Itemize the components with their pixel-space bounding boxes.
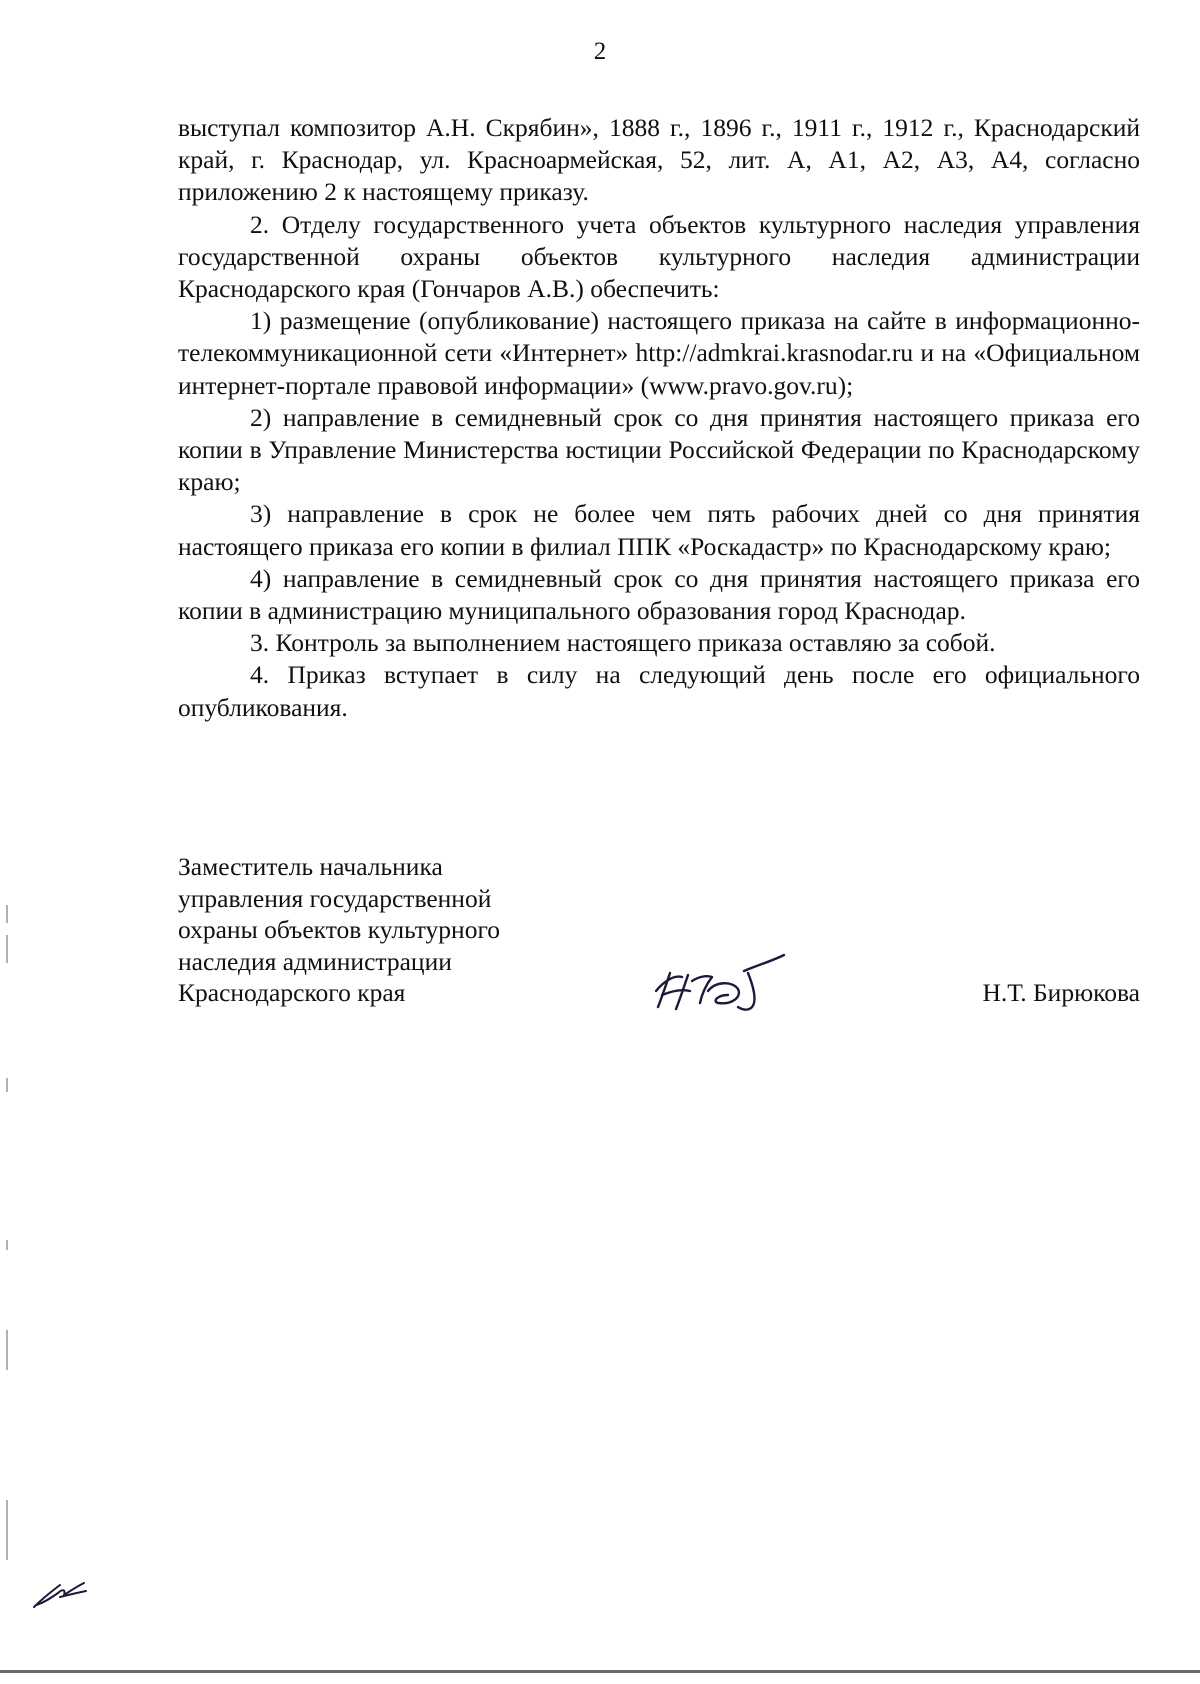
paragraph-item-3: 3. Контроль за выполнением настоящего приказа оставляю за собой. xyxy=(250,628,996,658)
signer-position-line: Заместитель начальника xyxy=(178,852,443,881)
scan-edge-mark xyxy=(6,1330,8,1370)
scan-edge-mark xyxy=(6,1500,8,1560)
paragraph-subitem-4: 4) направление в семидневный срок со дня принятия настоящего приказа его копии в администрацию муниципального образования город Краснодар. xyxy=(178,563,1140,626)
scan-edge-mark xyxy=(6,1240,8,1250)
signer-position-line: управления государственной xyxy=(178,883,492,913)
paragraph-subitem-2: 2) направление в семидневный срок со дня принятия настоящего приказа его копии в Управление Министерства юстиции Российской Федерации по Краснодарскому краю; xyxy=(178,402,1140,497)
scan-edge-mark xyxy=(6,1078,8,1092)
paragraph-subitem-1: 1) размещение (опубликование) настоящего приказа на сайте в информационно-телекоммуникационной сети «Интернет» http://admkrai.krasnodar.ru и на «Официальном интернет-портале правовой информации» (www.pravo.gov.ru); xyxy=(178,306,1140,400)
margin-initials-mark xyxy=(30,1575,90,1611)
bottom-scan-rule xyxy=(0,1670,1200,1673)
handwritten-signature xyxy=(648,951,788,1019)
signer-position-line: наследия администрации xyxy=(178,946,452,976)
scan-edge-mark xyxy=(6,905,8,923)
signature-block xyxy=(178,851,1140,1021)
signer-position-line: Краснодарского края xyxy=(178,978,406,1007)
signer-position xyxy=(178,851,500,1009)
paragraph-item-4: 4. Приказ вступает в силу на следующий день после его официального опубликования. xyxy=(178,660,1140,722)
paragraph-continuation: выступал композитор А.Н. Скрябин», 1888 г., 1896 г., 1911 г., 1912 г., Краснодарский край, г. Краснодар, ул. Красноармейская, 52, лит. А, А1, А2, А3, А4, согласно приложению 2 к настоящему приказу. xyxy=(178,113,1140,207)
scan-edge-mark xyxy=(6,935,8,963)
signer-position-line: охраны объектов культурного xyxy=(178,915,501,944)
page-number: 2 xyxy=(593,38,607,65)
paragraph-item-2: 2. Отделу государственного учета объектов культурного наследия управления государственной охраны объектов культурного наследия администрации Краснодарского края (Гончаров А.В.) обеспечить: xyxy=(178,209,1140,304)
signer-name: Н.Т. Бирюкова xyxy=(982,978,1140,1007)
paragraph-subitem-3: 3) направление в срок не более чем пять рабочих дней со дня принятия настоящего приказа его копии в филиал ППК «Роскадастр» по Краснодарскому краю; xyxy=(178,499,1140,561)
document-body xyxy=(178,112,1140,724)
